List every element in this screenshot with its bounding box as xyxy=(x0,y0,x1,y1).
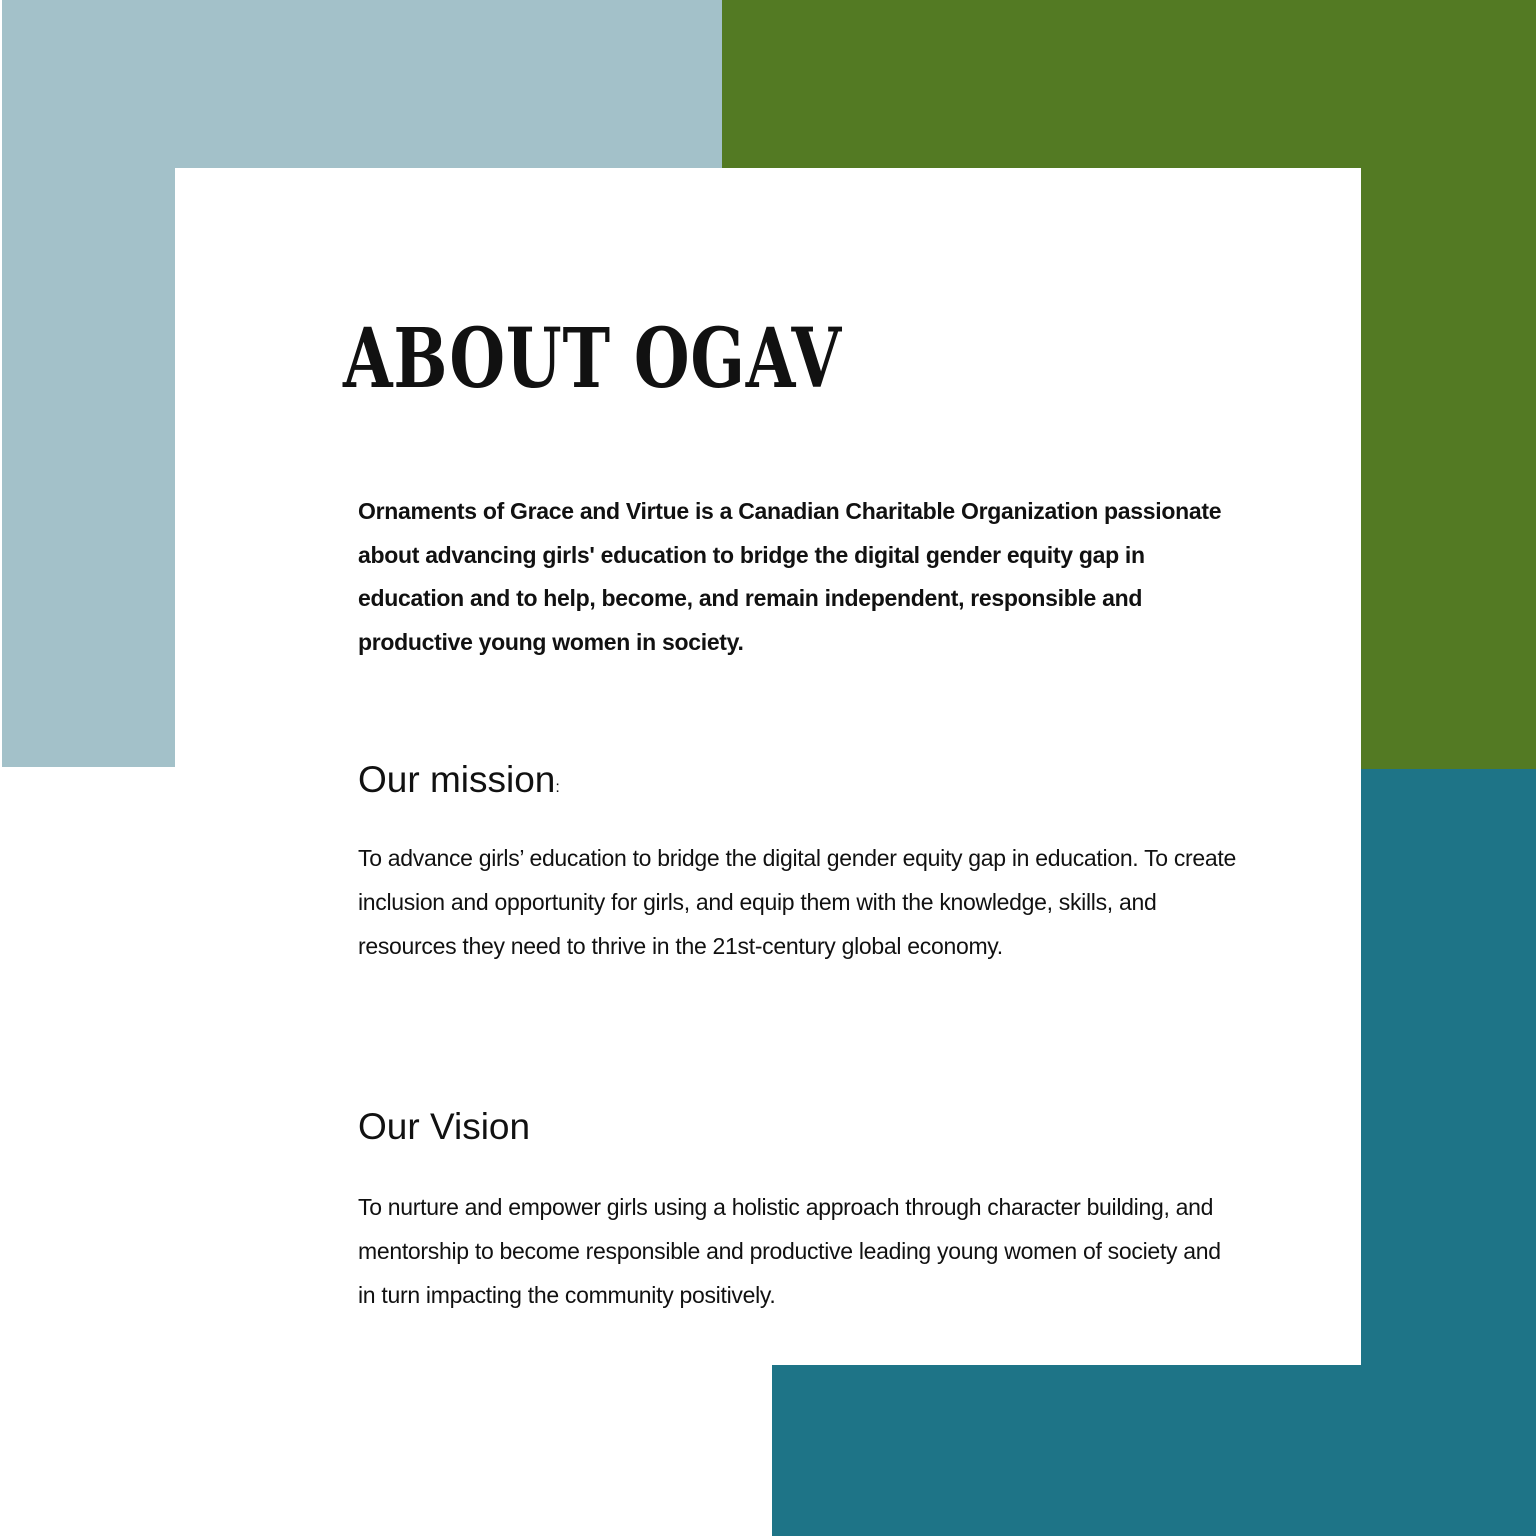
mission-heading xyxy=(358,758,560,802)
intro-paragraph: Ornaments of Grace and Virtue is a Canadian Charitable Organization passionate about advancing girls' education to bridge the digital gender equity gap in education and to help, become, and remain independent, responsible and productive young women in society. xyxy=(358,498,1222,655)
mission-heading-colon: : xyxy=(555,779,560,796)
about-card xyxy=(175,168,1361,1365)
mission-paragraph: To advance girls’ education to bridge the digital gender equity gap in education. To create inclusion and opportunity for girls, and equip them with the knowledge, skills, and resources they need to thrive in the 21st-century global economy. xyxy=(358,845,1236,959)
vision-heading: Our Vision xyxy=(358,1106,531,1147)
mission-heading-text: Our mission xyxy=(358,759,556,800)
vision-paragraph: To nurture and empower girls using a holistic approach through character building, and mentorship to become responsible and productive leading young women of society and in turn impacting the community positively. xyxy=(358,1194,1221,1308)
page-title: ABOUT OGAV xyxy=(343,311,842,407)
